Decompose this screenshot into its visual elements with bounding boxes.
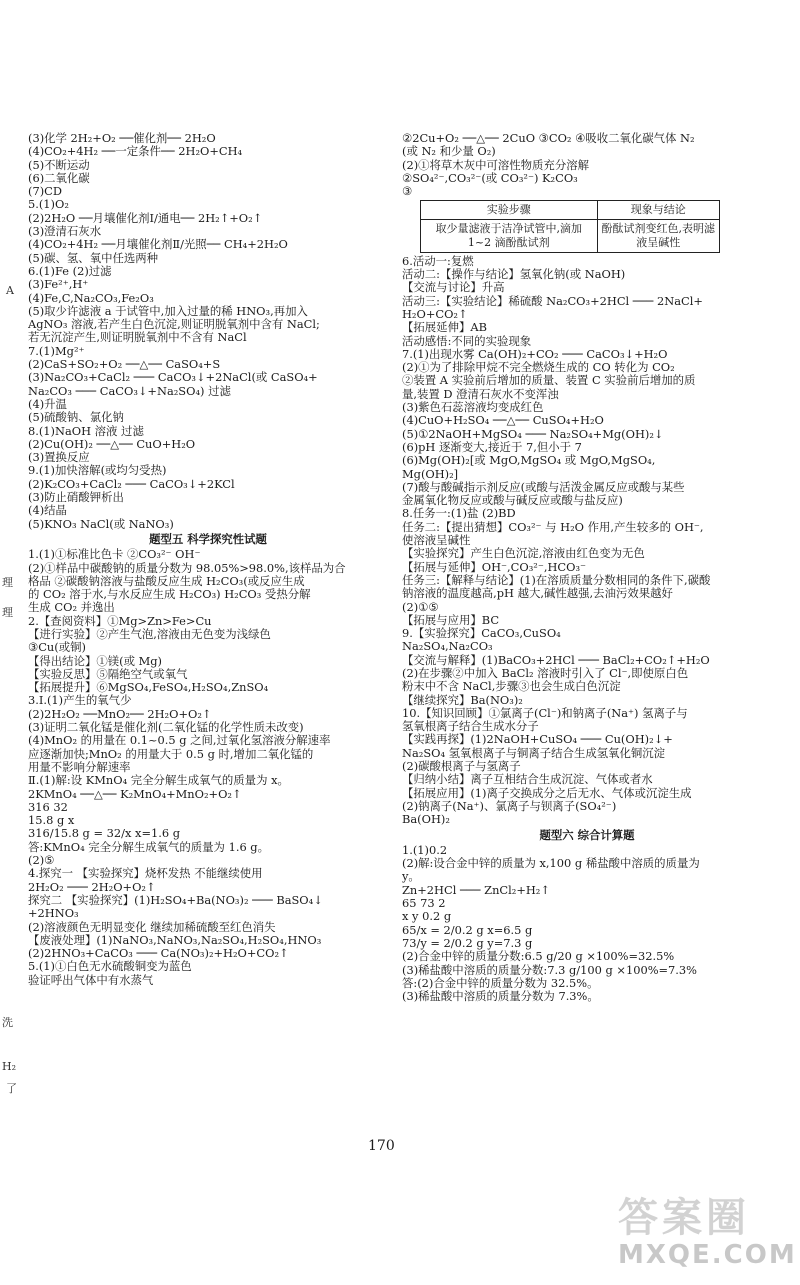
- answer-line: Na₂SO₄,Na₂CO₃: [402, 640, 493, 654]
- margin-mark: 理: [2, 606, 13, 619]
- right-column: [402, 132, 772, 1003]
- answer-line: 【归纳小结】离子互相结合生成沉淀、气体或者水: [402, 773, 653, 787]
- answer-line: (4)CO₂+4H₂ ──一定条件── 2H₂O+CH₄: [28, 145, 243, 159]
- answer-line: +2HNO₃: [28, 907, 79, 921]
- answer-line: 7.(1)出现水雾 Ca(OH)₂+CO₂ ─── CaCO₃↓+H₂O: [402, 347, 668, 361]
- answer-line: 氢氧根离子结合生成水分子: [402, 720, 539, 734]
- answer-line: (3)稀盐酸中溶质的质量分数:7.3 g/100 g ×100%=7.3%: [402, 963, 698, 977]
- margin-mark: A: [6, 284, 14, 297]
- answer-line: 任务三:【解释与结论】(1)在溶质质量分数相同的条件下,碳酸: [402, 573, 711, 587]
- answer-line: 10.【知识回顾】①氯离子(Cl⁻)和钠离子(Na⁺) 氢离子与: [402, 706, 688, 720]
- section-heading: 题型五 科学探究性试题: [149, 531, 267, 546]
- answer-line: 量,装置 D 澄清石灰水不变浑浊: [402, 387, 559, 401]
- answer-line: (5)取少许滤液 a 于试管中,加入过量的稀 HNO₃,再加入: [28, 304, 308, 318]
- answer-line: 2KMnO₄ ──△── K₂MnO₄+MnO₂+O₂↑: [28, 787, 242, 801]
- answer-line: 【拓展与延伸】OH⁻,CO₃²⁻,HCO₃⁻: [402, 560, 587, 574]
- answer-line: AgNO₃ 溶液,若产生白色沉淀,则证明脱氧剂中含有 NaCl;: [28, 318, 320, 332]
- answer-line: 1.(1)①标准比色卡 ②CO₃²⁻ OH⁻: [28, 548, 201, 562]
- answer-line: 验证呼出气体中有水蒸气: [28, 973, 154, 987]
- answer-line: 65/x = 2/0.2 g x=6.5 g: [402, 923, 533, 937]
- answer-line: 生成 CO₂ 并逸出: [28, 601, 115, 615]
- answer-line: 【进行实验】②产生气泡,溶液由无色变为浅绿色: [28, 627, 271, 641]
- answer-line: Zn+2HCl ─── ZnCl₂+H₂↑: [402, 883, 550, 897]
- margin-mark: 理: [2, 576, 13, 589]
- answer-line: 4.探究一 【实验探究】烧杯发热 不能继续使用: [28, 867, 263, 881]
- answer-line: 5.(1)O₂: [28, 198, 69, 212]
- answer-line: ③: [402, 185, 413, 199]
- margin-mark: H₂: [2, 1060, 17, 1073]
- margin-mark: 洗: [2, 1016, 13, 1029]
- answer-line: 用量不影响分解速率: [28, 760, 131, 774]
- answer-line: (4)CuO+H₂SO₄ ──△── CuSO₄+H₂O: [402, 414, 604, 428]
- answer-line: (2)Cu(OH)₂ ──△── CuO+H₂O: [28, 437, 196, 451]
- answer-line: 任务二:【提出猜想】CO₃²⁻ 与 H₂O 作用,产生较多的 OH⁻,: [402, 520, 704, 534]
- answer-line: x y 0.2 g: [402, 910, 452, 924]
- answer-line: 【拓展与应用】BC: [402, 613, 500, 627]
- answer-line: 65 73 2: [402, 897, 446, 911]
- answer-line: (2)K₂CO₃+CaCl₂ ─── CaCO₃↓+2KCl: [28, 477, 235, 491]
- right-column-bottom: [402, 255, 772, 1004]
- experiment-table: [420, 200, 720, 252]
- answer-line: Mg(OH)₂]: [402, 467, 459, 481]
- answer-line: (4)CO₂+4H₂ ──月壤催化剂Ⅱ/光照── CH₄+2H₂O: [28, 238, 288, 252]
- answer-line: (5)硫酸钠、氯化钠: [28, 411, 124, 425]
- answer-line: 6.活动一:复燃: [402, 254, 474, 268]
- answer-line: 【交流与讨论】升高: [402, 281, 505, 295]
- answer-line: 格品 ②碳酸钠溶液与盐酸反应生成 H₂CO₃(或反应生成: [28, 574, 305, 588]
- answer-line: 316/15.8 g = 32/x x=1.6 g: [28, 827, 181, 841]
- answer-line: ②2Cu+O₂ ──△── 2CuO ③CO₂ ④吸收二氧化碳气体 N₂: [402, 132, 695, 145]
- table-cell: 酚酞试剂变红色,表明滤液呈碱性: [597, 219, 719, 252]
- page-number: 170: [368, 1138, 395, 1154]
- answer-line: 1.(1)0.2: [402, 843, 448, 857]
- answer-line: 【废液处理】(1)NaNO₃,NaNO₃,Na₂SO₄,H₂SO₄,HNO₃: [28, 933, 322, 947]
- answer-line: H₂O+CO₂↑: [402, 307, 468, 321]
- answer-line: (5)①2NaOH+MgSO₄ ─── Na₂SO₄+Mg(OH)₂↓: [402, 427, 664, 441]
- answer-line: (7)酸与酸碱指示剂反应(或酸与活泼金属反应或酸与某些: [402, 480, 685, 494]
- answer-line: 【拓展提升】⑥MgSO₄,FeSO₄,H₂SO₄,ZnSO₄: [28, 681, 269, 695]
- answer-line: (2)2HNO₃+CaCO₃ ─── Ca(NO₃)₂+H₂O+CO₂↑: [28, 947, 289, 961]
- answer-line: ③Cu(或铜): [28, 641, 86, 655]
- answer-line: (2)2H₂O ──月壤催化剂Ⅰ/通电── 2H₂↑+O₂↑: [28, 211, 263, 225]
- answer-line: 若无沉淀产生,则证明脱氧剂中不含有 NaCl: [28, 331, 247, 345]
- answer-line: 【交流与解释】(1)BaCO₃+2HCl ─── BaCl₂+CO₂↑+H₂O: [402, 653, 710, 667]
- answer-line: 【实践再探】(1)2NaOH+CuSO₄ ─── Cu(OH)₂↓+: [402, 733, 673, 747]
- answer-line: (3)Na₂CO₃+CaCl₂ ─── CaCO₃↓+2NaCl(或 CaSO₄+: [28, 371, 318, 385]
- answer-line: (3)稀盐酸中溶质的质量分数为 7.3%。: [402, 990, 599, 1004]
- answer-line: (2)①将草木灰中可溶性物质充分溶解: [402, 158, 589, 172]
- table-cell: 取少量滤液于洁净试管中,滴加 1~2 滴酚酞试剂: [421, 219, 598, 252]
- answer-line: 8.(1)NaOH 溶液 过滤: [28, 424, 144, 438]
- answer-line: (2)①为了排除甲烷不完全燃烧生成的 CO 转化为 CO₂: [402, 361, 675, 375]
- answer-line: (5)碳、氢、氧中任选两种: [28, 251, 159, 265]
- answer-line: 活动感悟:不同的实验现象: [402, 334, 532, 348]
- answer-line: Ⅱ.(1)解:设 KMnO₄ 完全分解生成氧气的质量为 x。: [28, 774, 289, 788]
- answer-line: 使溶液呈碱性: [402, 534, 471, 548]
- answer-line: (或 N₂ 和少量 O₂): [402, 145, 496, 159]
- answer-line: 答:KMnO₄ 完全分解生成氧气的质量为 1.6 g。: [28, 840, 269, 854]
- answer-line: 2H₂O₂ ─── 2H₂O+O₂↑: [28, 880, 156, 894]
- watermark: [618, 1195, 797, 1280]
- answer-line: 【拓展延伸】AB: [402, 321, 487, 335]
- answer-line: 5.(1)①白色无水硫酸铜变为蓝色: [28, 960, 192, 974]
- watermark-logo: 答案圈: [618, 1195, 750, 1241]
- answer-line: 应逐渐加快;MnO₂ 的用量大于 0.5 g 时,增加二氧化锰的: [28, 747, 314, 761]
- answer-line: (4)结晶: [28, 504, 67, 518]
- answer-line: (4)Fe,C,Na₂CO₃,Fe₂O₃: [28, 291, 154, 305]
- answer-line: (2)CaS+SO₂+O₂ ──△── CaSO₄+S: [28, 358, 221, 372]
- answer-line: 8.任务一:(1)盐 (2)BD: [402, 507, 516, 521]
- answer-line: (3)化学 2H₂+O₂ ──催化剂── 2H₂O: [28, 132, 216, 145]
- answer-line: (6)Mg(OH)₂[或 MgO,MgSO₄ 或 MgO,MgSO₄,: [402, 454, 656, 468]
- answer-line: 金属氧化物反应或酸与碱反应或酸与盐反应): [402, 494, 623, 508]
- answer-line: (3)置换反应: [28, 451, 90, 465]
- answer-line: 9.【实验探究】CaCO₃,CuSO₄: [402, 627, 561, 641]
- answer-line: 【实验反思】⑤隔绝空气或氧气: [28, 667, 188, 681]
- answer-line: 答:(2)合金中锌的质量分数为 32.5%。: [402, 976, 599, 990]
- answer-line: 粉末中不含 NaCl,步骤③也会生成白色沉淀: [402, 680, 621, 694]
- answer-line: (2)①样品中碳酸钠的质量分数为 98.05%>98.0%,该样品为合: [28, 561, 346, 575]
- margin-mark: 了: [6, 1082, 17, 1095]
- right-column-top: [402, 132, 772, 198]
- answer-line: 3.Ⅰ.(1)产生的氧气少: [28, 694, 132, 708]
- answer-line: 2.【查阅资料】①Mg>Zn>Fe>Cu: [28, 614, 212, 628]
- answer-line: 【拓展应用】(1)离子交换成分之后无水、气体或沉淀生成: [402, 786, 692, 800]
- answer-line: Na₂CO₃ ─── CaCO₃↓+Na₂SO₄) 过滤: [28, 384, 231, 398]
- answer-line: (6)pH 逐渐变大,接近于 7,但小于 7: [402, 440, 582, 454]
- answer-line: (3)紫色石蕊溶液均变成红色: [402, 401, 544, 415]
- answer-line: (2)碳酸根离子与氢离子: [402, 760, 521, 774]
- answer-line: (3)证明二氧化锰是催化剂(二氧化锰的化学性质未改变): [28, 721, 304, 735]
- answer-line: (2)钠离子(Na⁺)、氯离子与钡离子(SO₄²⁻): [402, 799, 617, 813]
- answer-line: ②装置 A 实验前后增加的质量、装置 C 实验前后增加的质: [402, 374, 696, 388]
- answer-line: (2)合金中锌的质量分数:6.5 g/20 g ×100%=32.5%: [402, 950, 675, 964]
- answer-line: (3)Fe²⁺,H⁺: [28, 278, 89, 292]
- answer-line: 73/y = 2/0.2 g y=7.3 g: [402, 936, 533, 950]
- answer-line: (2)溶液颜色无明显变化 继续加稀硫酸至红色消失: [28, 920, 276, 934]
- answer-line: 6.(1)Fe (2)过滤: [28, 264, 112, 278]
- answer-line: 【得出结论】①镁(或 Mg): [28, 654, 162, 668]
- watermark-url: MXQE.COM: [618, 1240, 797, 1270]
- answer-line: (2)①⑤: [402, 600, 439, 614]
- table-header-cell: 现象与结论: [597, 201, 719, 219]
- answer-line: 【实验探究】产生白色沉淀,溶液由红色变为无色: [402, 547, 645, 561]
- answer-line: Ba(OH)₂: [402, 813, 450, 827]
- answer-line: (3)防止硝酸钾析出: [28, 491, 124, 505]
- answer-line: 钠溶液的温度越高,pH 越大,碱性越强,去油污效果越好: [402, 587, 673, 601]
- answer-line: 【继续探究】Ba(NO₃)₂: [402, 693, 523, 707]
- answer-line: 活动三:【实验结论】稀硫酸 Na₂CO₃+2HCl ─── 2NaCl+: [402, 294, 703, 308]
- answer-line: (4)MnO₂ 的用量在 0.1~0.5 g 之间,过氧化氢溶液分解速率: [28, 734, 331, 748]
- answer-line: (7)CD: [28, 185, 62, 199]
- table-header-cell: 实验步骤: [421, 201, 598, 219]
- answer-line: 探究二 【实验探究】(1)H₂SO₄+Ba(NO₃)₂ ─── BaSO₄↓: [28, 893, 323, 907]
- answer-line: (3)澄清石灰水: [28, 225, 102, 239]
- answer-line: 15.8 g x: [28, 814, 75, 828]
- answer-line: (2)2H₂O₂ ──MnO₂── 2H₂O+O₂↑: [28, 707, 212, 721]
- answer-line: ②SO₄²⁻,CO₃²⁻(或 CO₃²⁻) K₂CO₃: [402, 171, 578, 185]
- section-heading: 题型六 综合计算题: [539, 827, 635, 842]
- answer-line: 316 32: [28, 800, 68, 814]
- answer-line: 7.(1)Mg²⁺: [28, 344, 85, 358]
- answer-line: (2)解:设合金中锌的质量为 x,100 g 稀盐酸中溶质的质量为: [402, 857, 700, 871]
- answer-line: 活动二:【操作与结论】氢氧化钠(或 NaOH): [402, 268, 626, 282]
- left-column: [28, 132, 388, 987]
- answer-line: (4)升温: [28, 397, 67, 411]
- answer-line: Na₂SO₄ 氢氧根离子与铜离子结合生成氢氧化铜沉淀: [402, 746, 666, 760]
- table-row: [421, 219, 720, 252]
- answer-line: 的 CO₂ 溶于水,与水反应生成 H₂CO₃) H₂CO₃ 受热分解: [28, 588, 311, 602]
- answer-line: 9.(1)加快溶解(或均匀受热): [28, 464, 167, 478]
- answer-line: (6)二氧化碳: [28, 171, 90, 185]
- answer-line: (5)KNO₃ NaCl(或 NaNO₃): [28, 517, 174, 531]
- table-header-row: [421, 201, 720, 219]
- answer-line: (2)⑤: [28, 854, 55, 868]
- answer-line: (2)在步骤②中加入 BaCl₂ 溶液时引入了 Cl⁻,即使原白色: [402, 666, 689, 680]
- answer-line: y。: [402, 870, 420, 884]
- answer-line: (5)不断运动: [28, 158, 90, 172]
